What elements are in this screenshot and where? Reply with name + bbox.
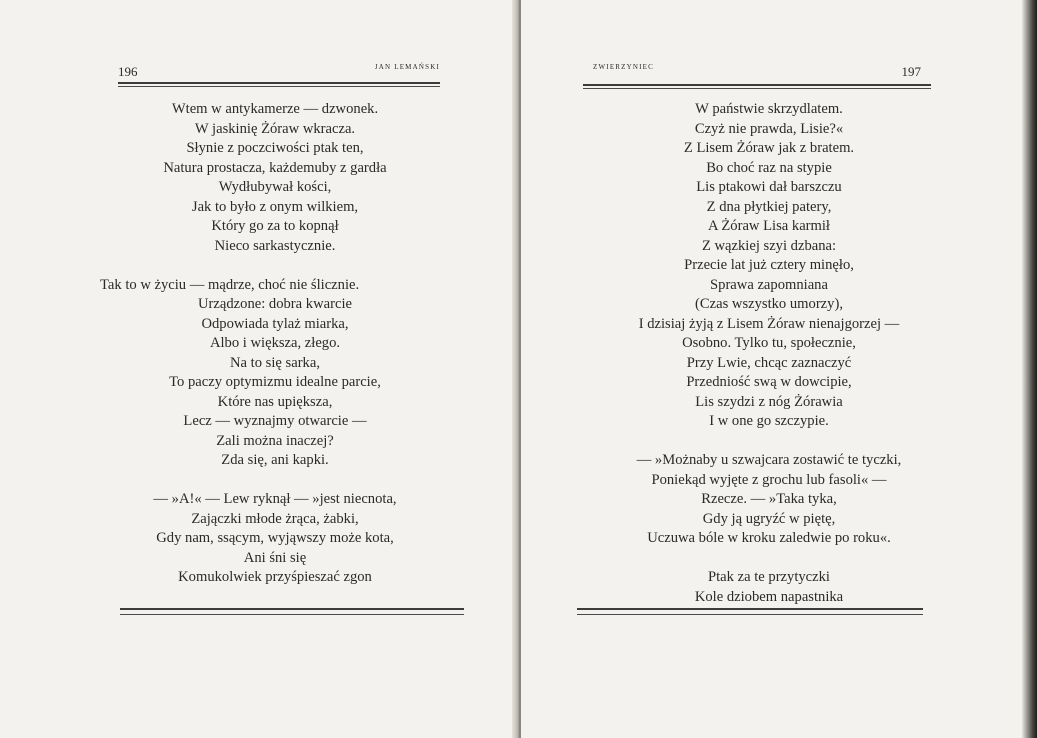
verse-line: Które nas upiększa, [217,393,333,410]
stanza-break [100,256,450,276]
left-page-header [118,62,440,80]
verse-line: Uczuwa bóle w kroku zaledwie po roku«. [647,530,891,546]
verse-line: W jaskinię Żóraw wkracza. [194,120,356,137]
verse-line: I w one go szczypie. [709,413,829,429]
verse-line: Lis ptakowi dał barszczu [696,179,842,195]
verse-line: Ptak za te przytyczki [708,569,830,585]
verse-line: Urządzone: dobra kwarcie [198,296,352,312]
verse-line: Słynie z poczciwości ptak ten, [186,140,364,156]
verse-line: A Żóraw Lisa karmił [708,218,830,234]
verse-line: Który go za to kopnął [211,218,339,234]
verse-line: Nieco sarkastycznie. [214,237,336,254]
verse-line: Kole dziobem napastnika [694,588,844,605]
footer-rule-left [120,608,464,610]
verse-line: Przedniość swą w dowcipie, [686,374,852,390]
verse-line: Zajączki młode żrąca, żabki, [191,510,359,527]
header-rule-left-thin [118,86,440,87]
verse-line: Albo i większa, złego. [209,335,341,351]
header-rule-left [118,82,440,84]
header-rule-right-thin [583,88,931,89]
stanza-break [591,432,947,452]
verse-line: (Czas wszystko umorzy), [695,296,843,312]
verse-line: Gdy ją ugryźć w piętę, [702,510,836,527]
stanza-break [100,471,450,491]
verse-line: Gdy nam, ssącym, wyjąwszy może kota, [156,530,394,546]
verse-line: Z wązkiej szyi dzbana: [701,237,837,254]
verse-line: Przy Lwie, chcąc zaznaczyć [686,354,852,371]
footer-rule-right-thin [577,614,923,615]
header-rule-right [583,84,931,86]
verse-line: Lis szydzi z nóg Żórawia [695,393,843,410]
stanza-break [591,549,947,569]
verse-line: — »A!« — Lew ryknął — »jest niecnota, [153,491,397,507]
running-title-right: ZWIERZYNIEC [593,63,655,71]
poem-text-left [100,100,450,588]
verse-line: Tak to w życiu — mądrze, choć nie ślicznie. [100,276,360,293]
verse-line: Zda się, ani kapki. [221,452,329,468]
verse-line: Jak to było z onym wilkiem, [191,198,359,215]
verse-line: Bo choć raz na stypie [706,159,832,176]
verse-line: To paczy optymizmu idealne parcie, [169,374,381,390]
footer-rule-right [577,608,923,610]
verse-line: Ani śni się [243,549,307,566]
verse-line: Poniekąd wyjęte z grochu lub fasoli« — [651,471,887,488]
left-page [0,0,518,738]
running-title-left: JAN LEMAŃSKI [374,63,440,71]
verse-line: Na to się sarka, [230,354,320,371]
verse-line: Osobno. Tylko tu, społecznie, [682,335,856,351]
verse-line: W państwie skrzydlatem. [695,101,843,117]
verse-line: Sprawa zapomniana [710,276,828,293]
page-edge-shadow [1022,0,1037,738]
verse-line: Wtem w antykamerze — dzwonek. [171,101,379,117]
verse-line: Z dna płytkiej patery, [706,198,832,215]
verse-line: Lecz — wyznajmy otwarcie — [183,413,367,429]
verse-line: Przecie lat już cztery minęło, [684,257,854,273]
verse-line: Czyż nie prawda, Lisie?« [694,120,844,137]
right-page [521,0,1037,738]
poem-text-right [591,100,947,607]
verse-line: Zali można inaczej? [216,432,334,449]
verse-line: Odpowiada tylaż miarka, [201,315,349,332]
right-page-header [593,62,921,80]
verse-line: Z Lisem Żóraw jak z bratem. [683,140,855,156]
verse-line: — »Możnaby u szwajcara zostawić te tyczki, [636,452,902,468]
verse-line: Rzecze. — »Taka tyka, [701,491,837,507]
page-number-left: 196 [118,64,138,79]
verse-line: I dzisiaj żyją z Lisem Żóraw nienajgorzej — [638,315,900,332]
footer-rule-left-thin [120,614,464,615]
page-number-right: 197 [901,64,921,79]
verse-line: Natura prostacza, każdemuby z gardła [163,159,387,176]
verse-line: Wydłubywał kości, [218,179,332,195]
verse-line: Komukolwiek przyśpieszać zgon [178,569,372,585]
